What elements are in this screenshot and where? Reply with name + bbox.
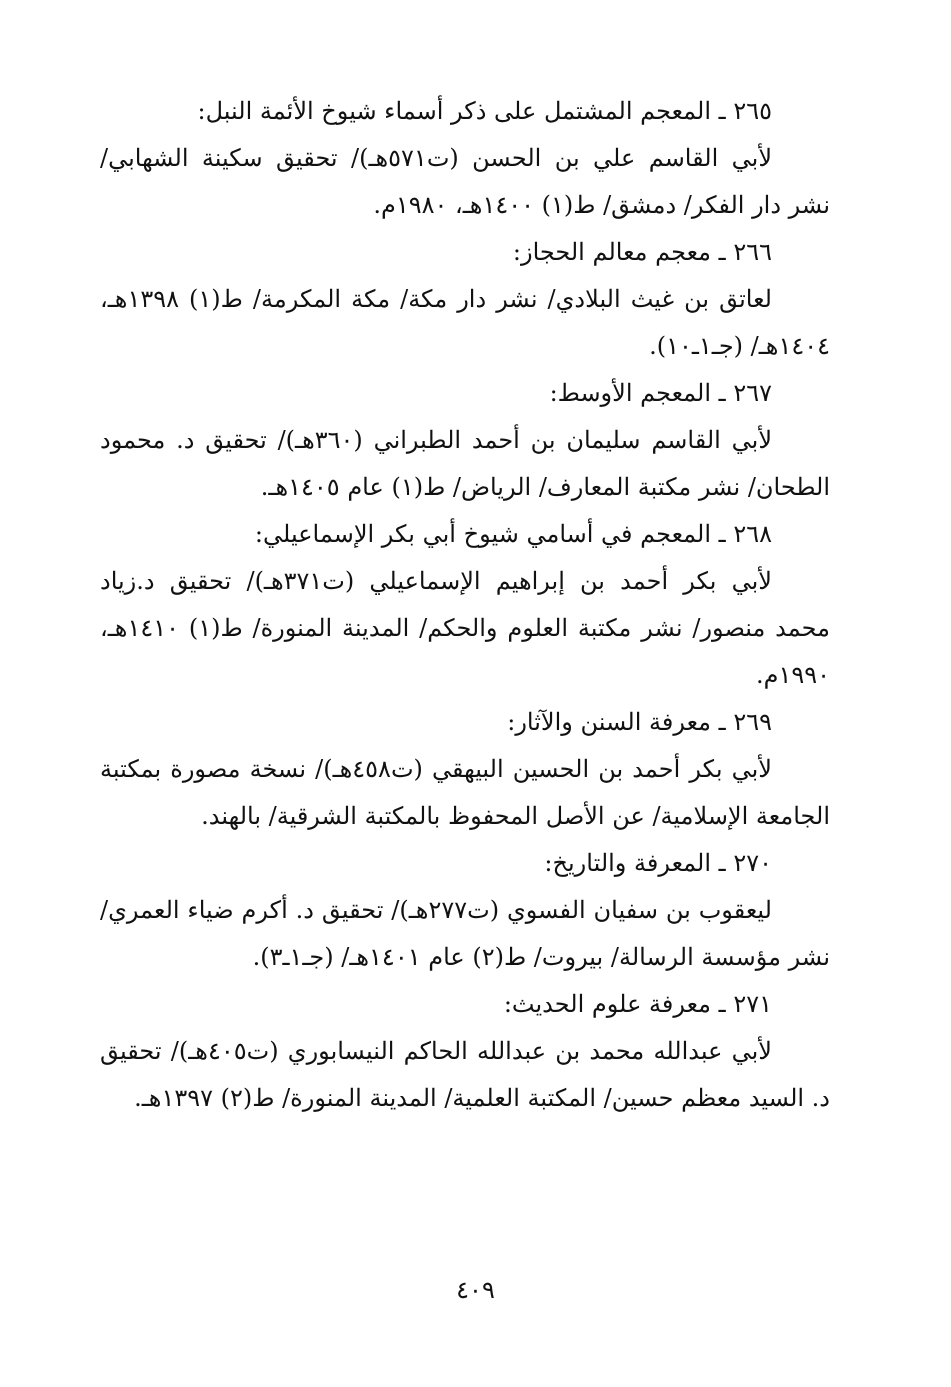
entry-heading: ٢٦٧ ـ المعجم الأوسط:	[549, 379, 772, 407]
bibliography-entry	[100, 511, 830, 699]
entry-heading: ٢٦٦ ـ معجم معالم الحجاز:	[512, 238, 772, 266]
entry-body: لأبي بكر أحمد بن الحسين البيهقي (ت٤٥٨هـ)/ نسخة مصورة بمكتبة الجامعة الإسلامية/ عن الأصل المحفوظ بالمكتبة الشرقية/ بالهند.	[100, 755, 830, 830]
entry-body: ليعقوب بن سفيان الفسوي (ت٢٧٧هـ)/ تحقيق د. أكرم ضياء العمري/ نشر مؤسسة الرسالة/ بيروت/ ط(٢) عام ١٤٠١هـ/ (جـ١ـ٣).	[100, 896, 830, 971]
entry-body: لأبي القاسم سليمان بن أحمد الطبراني (٣٦٠هـ)/ تحقيق د. محمود الطحان/ نشر مكتبة المعارف/ الرياض/ ط(١) عام ١٤٠٥هـ.	[100, 426, 830, 501]
page-number: ٤٠٩	[456, 1276, 495, 1304]
bibliography-entry	[100, 840, 830, 981]
bibliography-entry	[100, 699, 830, 840]
entry-heading: ٢٦٩ ـ معرفة السنن والآثار:	[507, 708, 772, 736]
entry-body: لعاتق بن غيث البلادي/ نشر دار مكة/ مكة المكرمة/ ط(١) ١٣٩٨هـ، ١٤٠٤هـ/ (جـ١ـ١٠).	[100, 285, 830, 360]
entry-heading: ٢٧٠ ـ المعرفة والتاريخ:	[544, 849, 772, 877]
entry-heading: ٢٦٥ ـ المعجم المشتمل على ذكر أسماء شيوخ الأئمة النبل:	[197, 97, 772, 125]
bibliography-entry	[100, 88, 830, 229]
entry-body: لأبي عبدالله محمد بن عبدالله الحاكم النيسابوري (ت٤٠٥هـ)/ تحقيق د. السيد معظم حسين/ المكتبة العلمية/ المدينة المنورة/ ط(٢) ١٣٩٧هـ.	[100, 1037, 830, 1112]
bibliography-entry	[100, 370, 830, 511]
entry-heading: ٢٦٨ ـ المعجم في أسامي شيوخ أبي بكر الإسماعيلي:	[254, 520, 772, 548]
entry-heading: ٢٧١ ـ معرفة علوم الحديث:	[503, 990, 772, 1018]
entry-body: لأبي بكر أحمد بن إبراهيم الإسماعيلي (ت٣٧١هـ)/ تحقيق د.زياد محمد منصور/ نشر مكتبة العلوم والحكم/ المدينة المنورة/ ط(١) ١٤١٠هـ، ١٩٩٠م.	[100, 567, 831, 689]
bibliography-entry	[100, 229, 830, 370]
bibliography-entry	[100, 981, 830, 1122]
bibliography-page	[100, 88, 830, 1122]
entry-body: لأبي القاسم علي بن الحسن (ت٥٧١هـ)/ تحقيق سكينة الشهابي/ نشر دار الفكر/ دمشق/ ط(١) ١٤٠٠هـ، ١٩٨٠م.	[100, 144, 830, 219]
